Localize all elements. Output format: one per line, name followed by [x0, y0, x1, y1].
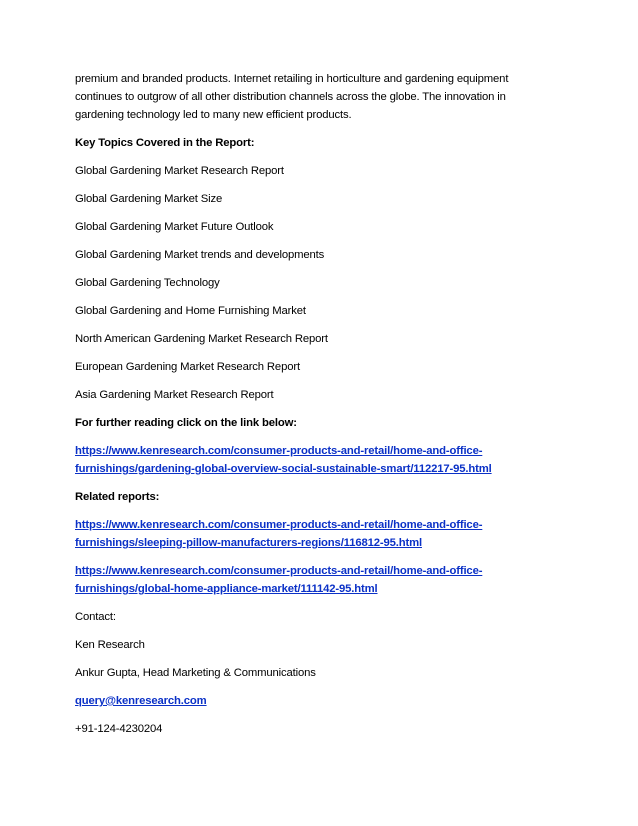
- related-reports-heading: Related reports:: [75, 491, 160, 503]
- related-report-link-line-2: furnishings/sleeping-pillow-manufacturers-regions/116812-95.html: [75, 537, 422, 549]
- related-report-link-block: [75, 552, 563, 598]
- topic-item: North American Gardening Market Research Report: [75, 333, 328, 345]
- further-reading-link-block: [75, 432, 563, 478]
- topic-item: European Gardening Market Research Report: [75, 361, 300, 373]
- related-report-link-line-1: https://www.kenresearch.com/consumer-products-and-retail/home-and-office-: [75, 565, 483, 577]
- contact-person: Ankur Gupta, Head Marketing & Communications: [75, 667, 316, 679]
- contact-phone: +91-124-4230204: [75, 723, 163, 735]
- further-reading-link-line-2: furnishings/gardening-global-overview-social-sustainable-smart/112217-95.html: [75, 463, 492, 475]
- topic-item: Global Gardening Market Future Outlook: [75, 221, 274, 233]
- topic-item: Global Gardening Technology: [75, 277, 220, 289]
- related-report-link-block: [75, 506, 563, 552]
- related-report-link-line-2: furnishings/global-home-appliance-market/111142-95.html: [75, 583, 378, 595]
- topic-item: Global Gardening Market Size: [75, 193, 223, 205]
- contact-email-row: [75, 682, 563, 710]
- related-report-link-appliance[interactable]: [75, 562, 563, 598]
- further-reading-link[interactable]: [75, 442, 563, 478]
- contact-company: Ken Research: [75, 639, 145, 651]
- related-report-link-line-1: https://www.kenresearch.com/consumer-products-and-retail/home-and-office-: [75, 519, 483, 531]
- topic-item: Global Gardening and Home Furnishing Market: [75, 305, 306, 317]
- intro-line-1: premium and branded products. Internet retailing in horticulture and gardening equipment: [75, 73, 509, 85]
- intro-line-2: continues to outgrow of all other distribution channels across the globe. The innovation in: [75, 91, 506, 103]
- key-topics-heading: Key Topics Covered in the Report:: [75, 137, 255, 149]
- contact-heading: Contact:: [75, 611, 116, 623]
- topic-item: Global Gardening Market trends and developments: [75, 249, 325, 261]
- contact-email-link[interactable]: query@kenresearch.com: [75, 695, 207, 707]
- further-reading-heading: For further reading click on the link below:: [75, 417, 297, 429]
- intro-line-3: gardening technology led to many new efficient products.: [75, 109, 352, 121]
- further-reading-link-line-1: https://www.kenresearch.com/consumer-products-and-retail/home-and-office-: [75, 445, 483, 457]
- related-report-link-pillow[interactable]: [75, 516, 563, 552]
- document-page: [75, 70, 563, 738]
- intro-paragraph: [75, 70, 563, 124]
- topic-item: Global Gardening Market Research Report: [75, 165, 284, 177]
- topic-item: Asia Gardening Market Research Report: [75, 389, 274, 401]
